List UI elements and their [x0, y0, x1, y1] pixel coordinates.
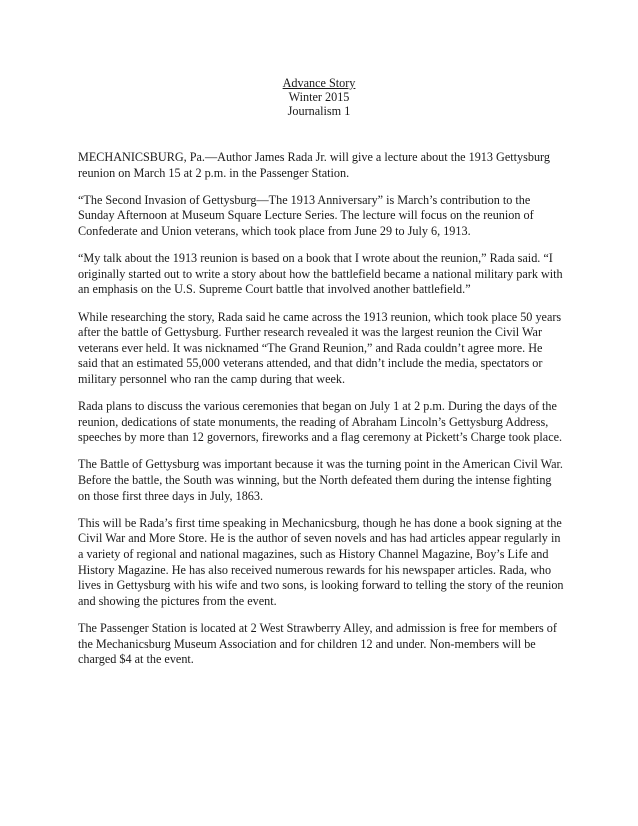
paragraph-lecture-series: “The Second Invasion of Gettysburg—The 1913 Anniversary” is March’s contribution to the Sunday Afternoon at Museum Square Lecture Series. The lecture will focus on the reunion of Confederate and Union veterans, which took place from June 29 to July 6, 1913. [78, 192, 534, 238]
paragraph-admission: The Passenger Station is located at 2 West Strawberry Alley, and admission is free for members of the Mechanicsburg Museum Association and for children 12 and under. Non-members will be charged $4 at the event. [78, 621, 557, 667]
paragraph-ceremonies: Rada plans to discuss the various ceremonies that began on July 1 at 2 p.m. During the days of the reunion, dedications of state monuments, the reading of Abraham Lincoln’s Gettysburg Address, speeches by more than 12 governors, fireworks and a flag ceremony at Pickett’s Charge took place. [78, 399, 563, 445]
story-course: Journalism 1 [287, 104, 351, 118]
document-header [0, 76, 638, 118]
paragraph-research: While researching the story, Rada said he came across the 1913 reunion, which took place 50 years after the battle of Gettysburg. Further research revealed it was the largest reunion the Civil War veterans ever held. It was nicknamed “The Grand Reunion,” and Rada couldn’t agree more. He said that an estimated 55,000 veterans attended, and that didn’t include the media, spectators or military personnel who ran the camp during that week. [78, 309, 562, 386]
paragraph-author-bio: This will be Rada’s first time speaking in Mechanicsburg, though he has done a book signing at the Civil War and More Store. He is the author of seven novels and has had articles appear regularly in a variety of regional and national magazines, such as History Channel Magazine, Boy’s Life and History Magazine. He has also received numerous rewards for his newspaper articles. Rada, who lives in Gettysburg with his wife and two sons, is looking forward to telling the story of the reunion and showing the pictures from the event. [78, 515, 564, 608]
paragraph-battle-importance: The Battle of Gettysburg was important because it was the turning point in the American Civil War. Before the battle, the South was winning, but the North defeated them during the intense fighting on those first three days in July, 1863. [78, 457, 563, 503]
story-term: Winter 2015 [288, 90, 350, 104]
article-body [78, 150, 564, 679]
paragraph-dateline: MECHANICSBURG, Pa.—Author James Rada Jr. will give a lecture about the 1913 Gettysburg reunion on March 15 at 2 p.m. in the Passenger Station. [78, 150, 550, 180]
story-title: Advance Story [282, 76, 356, 90]
paragraph-rada-quote: “My talk about the 1913 reunion is based on a book that I wrote about the reunion,” Rada said. “I originally started out to write a story about how the battlefield became a national military park with an emphasis on the U.S. Supreme Court battle that involved another battlefield.” [78, 251, 563, 297]
